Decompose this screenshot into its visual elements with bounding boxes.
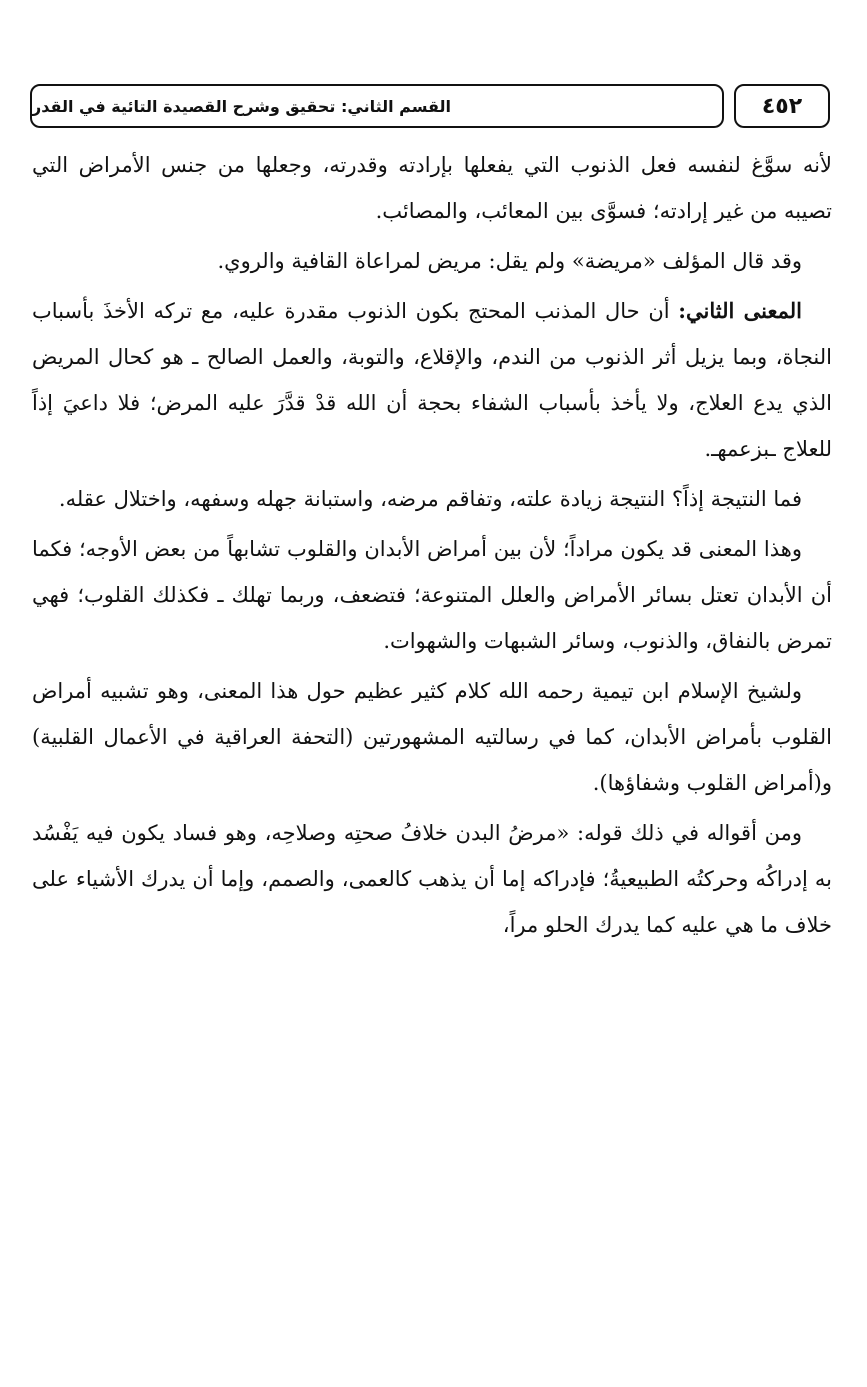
paragraph-text: فما النتيجة إذاً؟ النتيجة زيادة علته، وتفاقم مرضه، واستبانة جهله وسفهه، واختلال عقله. [58,487,802,511]
paragraph-text: لأنه سوَّغ لنفسه فعل الذنوب التي يفعلها بإرادته وقدرته، وجعلها من جنس الأمراض التي تصيبه من غير إرادته؛ فسوَّى بين المعائب، والمصائب. [32,153,832,223]
paragraph-1 [32,142,832,234]
paragraph-7 [32,810,832,948]
paragraph-6 [32,668,832,806]
paragraph-text [32,288,832,472]
paragraph-text: ولشيخ الإسلام ابن تيمية رحمه الله كلام كثير عظيم حول هذا المعنى، وهو تشبيه أمراض القلوب بأمراض الأبدان، كما في رسالتيه المشهورتين (التحفة العراقية في الأعمال القلبية) و(أمراض القلوب وشفاؤها). [32,679,832,795]
paragraph-lead: المعنى الثاني: [678,298,802,323]
paragraph-text: ومن أقواله في ذلك قوله: «مرضُ البدن خلافُ صحتِه وصلاحِه، وهو فساد يكون فيه يَفْسُد به إدراكُه وحركتُه الطبيعيةُ؛ فإدراكه إما أن يذهب كالعمى، والصمم، وإما أن يدرك الأشياء على خلاف ما هي عليه كما يدرك الحلو مراً، [32,821,832,937]
paragraph-text: وقد قال المؤلف «مريضة» ولم يقل: مريض لمراعاة القافية والروي. [217,249,802,273]
paragraph-text: وهذا المعنى قد يكون مراداً؛ لأن بين أمراض الأبدان والقلوب تشابهاً من بعض الأوجه؛ فكما أن الأبدان تعتل بسائر الأمراض والعلل المتنوعة؛ فتضعف، وربما تهلك ـ فكذلك القلوب؛ فهي تمرض بالنفاق، والذنوب، وسائر الشبهات والشهوات. [32,537,832,653]
page-header [30,84,830,130]
page-number: ٤٥٢ [761,93,803,119]
paragraph-2 [32,238,832,284]
page-body [32,142,832,952]
paragraph-3 [32,288,832,472]
running-title [30,84,724,128]
page-number-box [734,84,830,128]
paragraph-body: أن حال المذنب المحتج بكون الذنوب مقدرة عليه، مع تركه الأخذَ بأسباب النجاة، وبما يزيل أثر الذنوب من الندم، والإقلاع، والتوبة، والعمل الصالح ـ هو كحال المريض الذي يدع العلاج، ولا يأخذ بأسباب الشفاء بحجة أن الله قدْ قدَّرَ عليه المرض؛ فلا داعيَ إذاً للعلاج ـبزعمهـ. [32,299,832,461]
running-title-text: القسم الثاني: تحقيق وشرح القصيدة التائية في القدر [32,96,452,116]
paragraph-4 [32,476,832,522]
paragraph-5 [32,526,832,664]
